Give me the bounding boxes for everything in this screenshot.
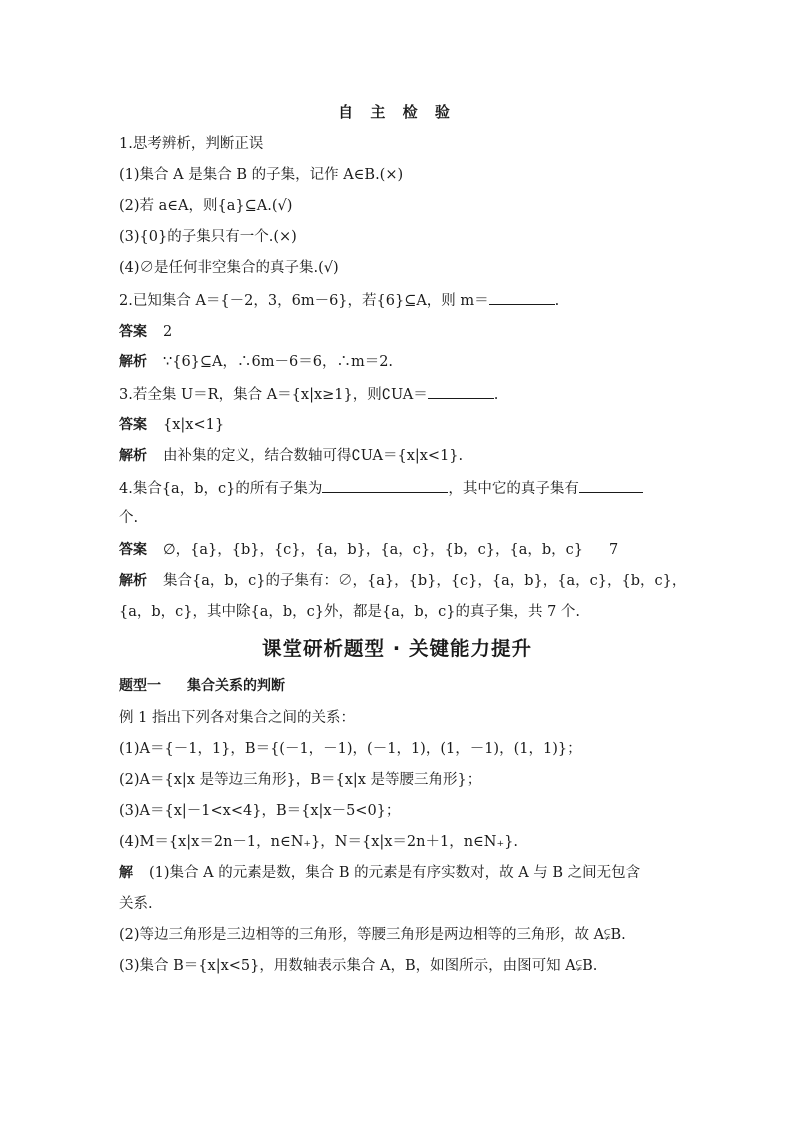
- q4-analysis: [119, 571, 687, 591]
- answer-blank: [489, 290, 555, 305]
- q4-answer: [119, 540, 675, 560]
- q4-stem-part1: 4.集合{a，b，c}的所有子集为: [119, 481, 323, 497]
- q2-answer: [119, 322, 675, 342]
- q3-analysis-text: 由补集的定义，结合数轴可得∁UA＝{x|x<1}.: [163, 448, 464, 464]
- q4-analysis-line2: {a，b，c}，其中除{a，b，c}外，都是{a，b，c}的真子集，共 7 个.: [119, 604, 581, 620]
- solution-2: (2)等边三角形是三边相等的三角形，等腰三角形是两边相等的三角形，故 A⫋B.: [119, 927, 626, 943]
- q2-answer-text: 2: [163, 324, 173, 340]
- q4-answer-count: 7: [608, 542, 619, 558]
- q1-item-4: (4)∅是任何非空集合的真子集.(√): [119, 260, 339, 276]
- analysis-label: 解析: [119, 354, 147, 370]
- solution-1: [119, 863, 675, 883]
- answer-label: 答案: [119, 324, 147, 340]
- q3-answer: [119, 415, 675, 435]
- type1-title: 集合关系的判断: [187, 678, 285, 694]
- q2-stem: [119, 290, 675, 311]
- type1-heading: [119, 676, 675, 696]
- q3-stem: [119, 384, 675, 405]
- q1-item-3: (3){0}的子集只有一个.(×): [119, 229, 297, 245]
- main-title: 课堂研析题型 · 关键能力提升: [262, 637, 532, 660]
- answer-blank: [322, 478, 448, 493]
- solution-label: 解: [119, 865, 133, 881]
- q1-stem: 1.思考辨析，判断正误: [119, 136, 264, 152]
- q2-analysis: [119, 352, 675, 372]
- example1-item-3: (3)A＝{x|－1<x<4}，B＝{x|x－5<0}；: [119, 803, 401, 819]
- q4-stem: [119, 478, 675, 499]
- q4-answer-text: ∅，{a}，{b}，{c}，{a，b}，{a，c}，{b，c}，{a，b，c}: [163, 542, 583, 558]
- q4-stem-line2: 个.: [119, 510, 139, 526]
- q2-stem-text: 2.已知集合 A＝{－2，3，6m－6}，若{6}⊆A，则 m＝: [119, 293, 489, 309]
- q3-analysis: [119, 446, 675, 466]
- analysis-label: 解析: [119, 448, 147, 464]
- example1-item-1: (1)A＝{－1，1}，B＝{(－1，－1)，(－1，1)，(1，－1)，(1，1)}；: [119, 741, 582, 757]
- q4-analysis-line1: 集合{a，b，c}的子集有：∅，{a}，{b}，{c}，{a，b}，{a，c}，{b，c}，: [163, 573, 687, 589]
- answer-blank: [579, 478, 643, 493]
- solution-1-line2: 关系.: [119, 896, 153, 912]
- analysis-label: 解析: [119, 573, 147, 589]
- answer-label: 答案: [119, 417, 147, 433]
- example1-stem: 例 1 指出下列各对集合之间的关系：: [119, 710, 355, 726]
- answer-label: 答案: [119, 542, 147, 558]
- example1-item-2: (2)A＝{x|x 是等边三角形}，B＝{x|x 是等腰三角形}；: [119, 772, 482, 788]
- q3-answer-text: {x|x<1}: [163, 417, 225, 433]
- q2-analysis-text: ∵{6}⊆A，∴6m－6＝6，∴m＝2.: [163, 354, 394, 370]
- q2-stem-end: .: [554, 293, 560, 309]
- section-title: 自 主 检 验: [338, 103, 456, 121]
- solution-3: (3)集合 B＝{x|x<5}，用数轴表示集合 A，B，如图所示，由图可知 A⫋B.: [119, 958, 598, 974]
- q1-item-1: (1)集合 A 是集合 B 的子集，记作 A∈B.(×): [119, 167, 404, 183]
- q3-stem-text: 3.若全集 U＝R，集合 A＝{x|x≥1}，则∁UA＝: [119, 387, 428, 403]
- q4-stem-part2: ，其中它的真子集有: [448, 481, 579, 497]
- solution-1-line1: (1)集合 A 的元素是数，集合 B 的元素是有序实数对，故 A 与 B 之间无包含: [149, 865, 641, 881]
- q1-item-2: (2)若 a∈A，则{a}⊆A.(√): [119, 198, 293, 214]
- answer-blank: [428, 384, 494, 399]
- q3-stem-end: .: [493, 387, 499, 403]
- type1-label: 题型一: [119, 678, 161, 694]
- example1-item-4: (4)M＝{x|x＝2n－1，n∈N₊}，N＝{x|x＝2n＋1，n∈N₊}.: [119, 834, 518, 850]
